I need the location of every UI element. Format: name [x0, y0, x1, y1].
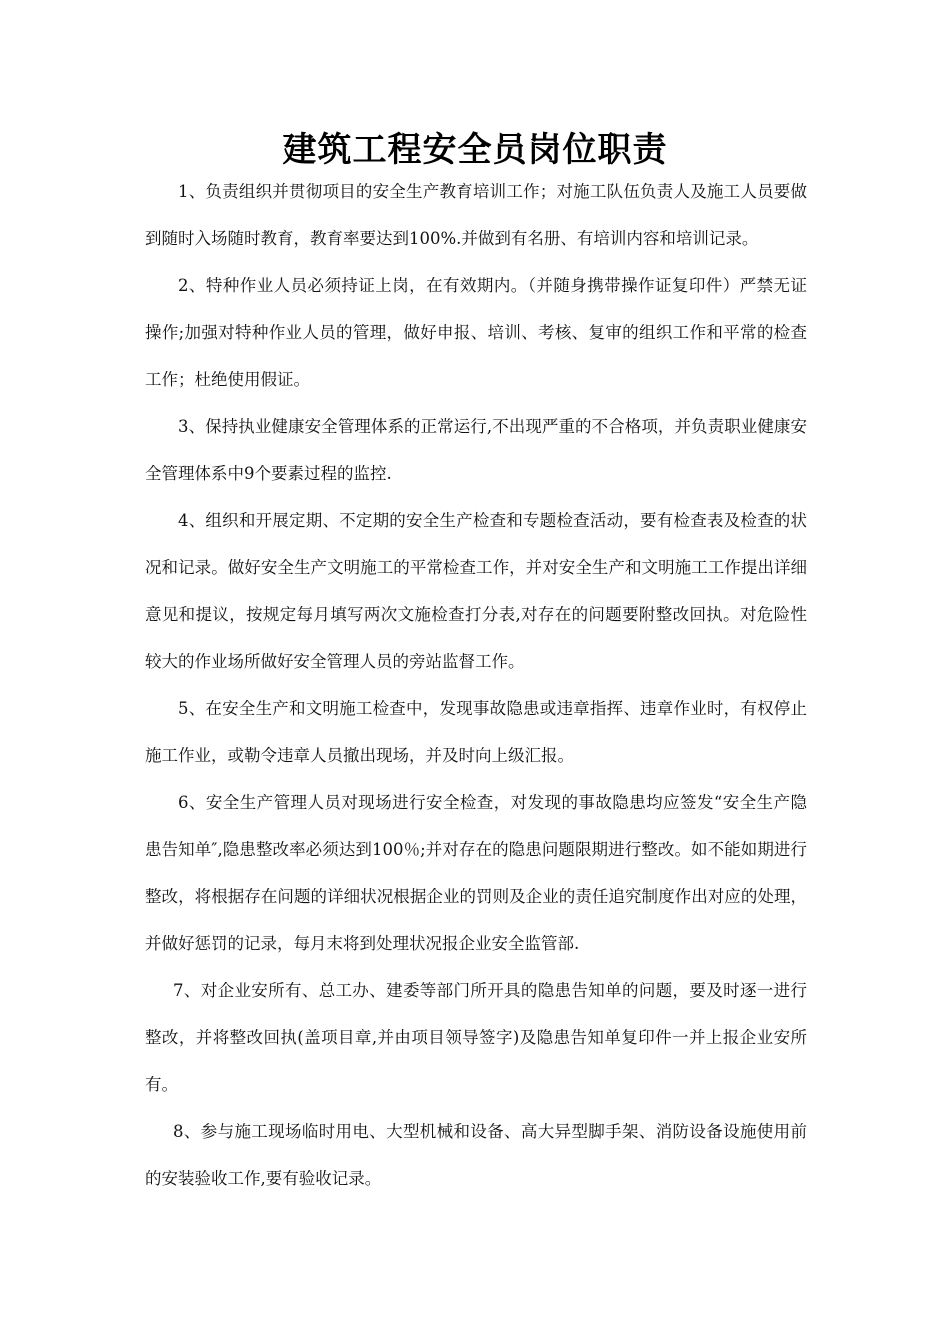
paragraph-5: 5、在安全生产和文明施工检查中，发现事故隐患或违章指挥、违章作业时，有权停止施工作业，或勒令违章人员撤出现场，并及时向上级汇报。: [145, 699, 807, 765]
paragraph-6: 6、安全生产管理人员对现场进行安全检查，对发现的事故隐患均应签发“安全生产隐患告知单″,隐患整改率必须达到100％;并对存在的隐患问题限期进行整改。如不能如期进行整改，将根据存在问题的详细状况根据企业的罚则及企业的责任追究制度作出对应的处理，并做好惩罚的记录，每月末将到处理状况报企业安全监管部.: [145, 793, 807, 953]
document-body: [145, 168, 807, 1202]
paragraph-3: 3、保持执业健康安全管理体系的正常运行,不出现严重的不合格项，并负责职业健康安全管理体系中9个要素过程的监控.: [145, 417, 807, 483]
document-title: 建筑工程安全员岗位职责: [282, 130, 668, 170]
paragraph-7: 7、对企业安所有、总工办、建委等部门所开具的隐患告知单的问题，要及时逐一进行整改，并将整改回执(盖项目章,并由项目领导签字)及隐患告知单复印件一并上报企业安所有。: [145, 981, 807, 1094]
paragraph-2: 2、特种作业人员必须持证上岗，在有效期内。（并随身携带操作证复印件）严禁无证操作;加强对特种作业人员的管理，做好申报、培训、考核、复审的组织工作和平常的检查工作；杜绝使用假证。: [145, 276, 807, 389]
paragraph-8: 8、参与施工现场临时用电、大型机械和设备、高大异型脚手架、消防设备设施使用前的安装验收工作,要有验收记录。: [145, 1122, 807, 1188]
paragraph-1: 1、负责组织并贯彻项目的安全生产教育培训工作；对施工队伍负责人及施工人员要做到随时入场随时教育，教育率要达到100%.并做到有名册、有培训内容和培训记录。: [145, 182, 807, 248]
paragraph-4: 4、组织和开展定期、不定期的安全生产检查和专题检查活动，要有检查表及检查的状况和记录。做好安全生产文明施工的平常检查工作，并对安全生产和文明施工工作提出详细意见和提议，按规定每月填写两次文施检查打分表,对存在的问题要附整改回执。对危险性较大的作业场所做好安全管理人员的旁站监督工作。: [145, 511, 807, 671]
